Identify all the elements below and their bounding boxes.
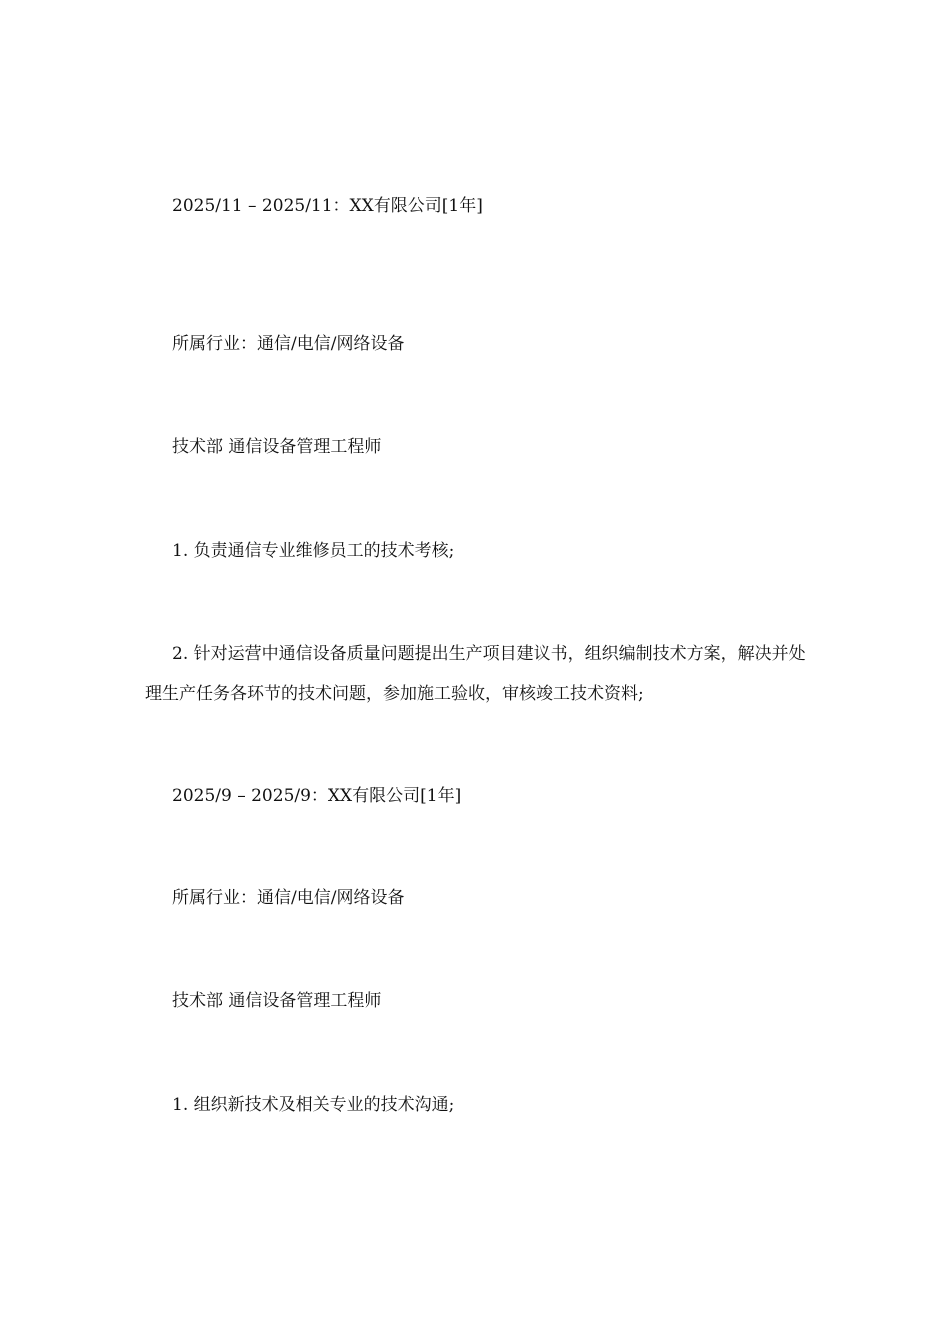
- position-1: 技术部 通信设备管理工程师: [172, 437, 382, 457]
- position-2: 技术部 通信设备管理工程师: [172, 991, 382, 1011]
- industry-1: 所属行业：通信/电信/网络设备: [172, 334, 405, 354]
- duty-2-1: 1. 组织新技术及相关专业的技术沟通;: [172, 1095, 455, 1115]
- duty-1-1: 1. 负责通信专业维修员工的技术考核;: [172, 541, 455, 561]
- duty-1-2: 2. 针对运营中通信设备质量问题提出生产项目建议书，组织编制技术方案，解决并处理生产任务各环节的技术问题，参加施工验收，审核竣工技术资料;: [145, 644, 806, 704]
- job-period-1: 2025/11 – 2025/11：XX有限公司[1年]: [172, 196, 483, 216]
- job-period-2: 2025/9 – 2025/9：XX有限公司[1年]: [172, 786, 462, 806]
- industry-2: 所属行业：通信/电信/网络设备: [172, 888, 405, 908]
